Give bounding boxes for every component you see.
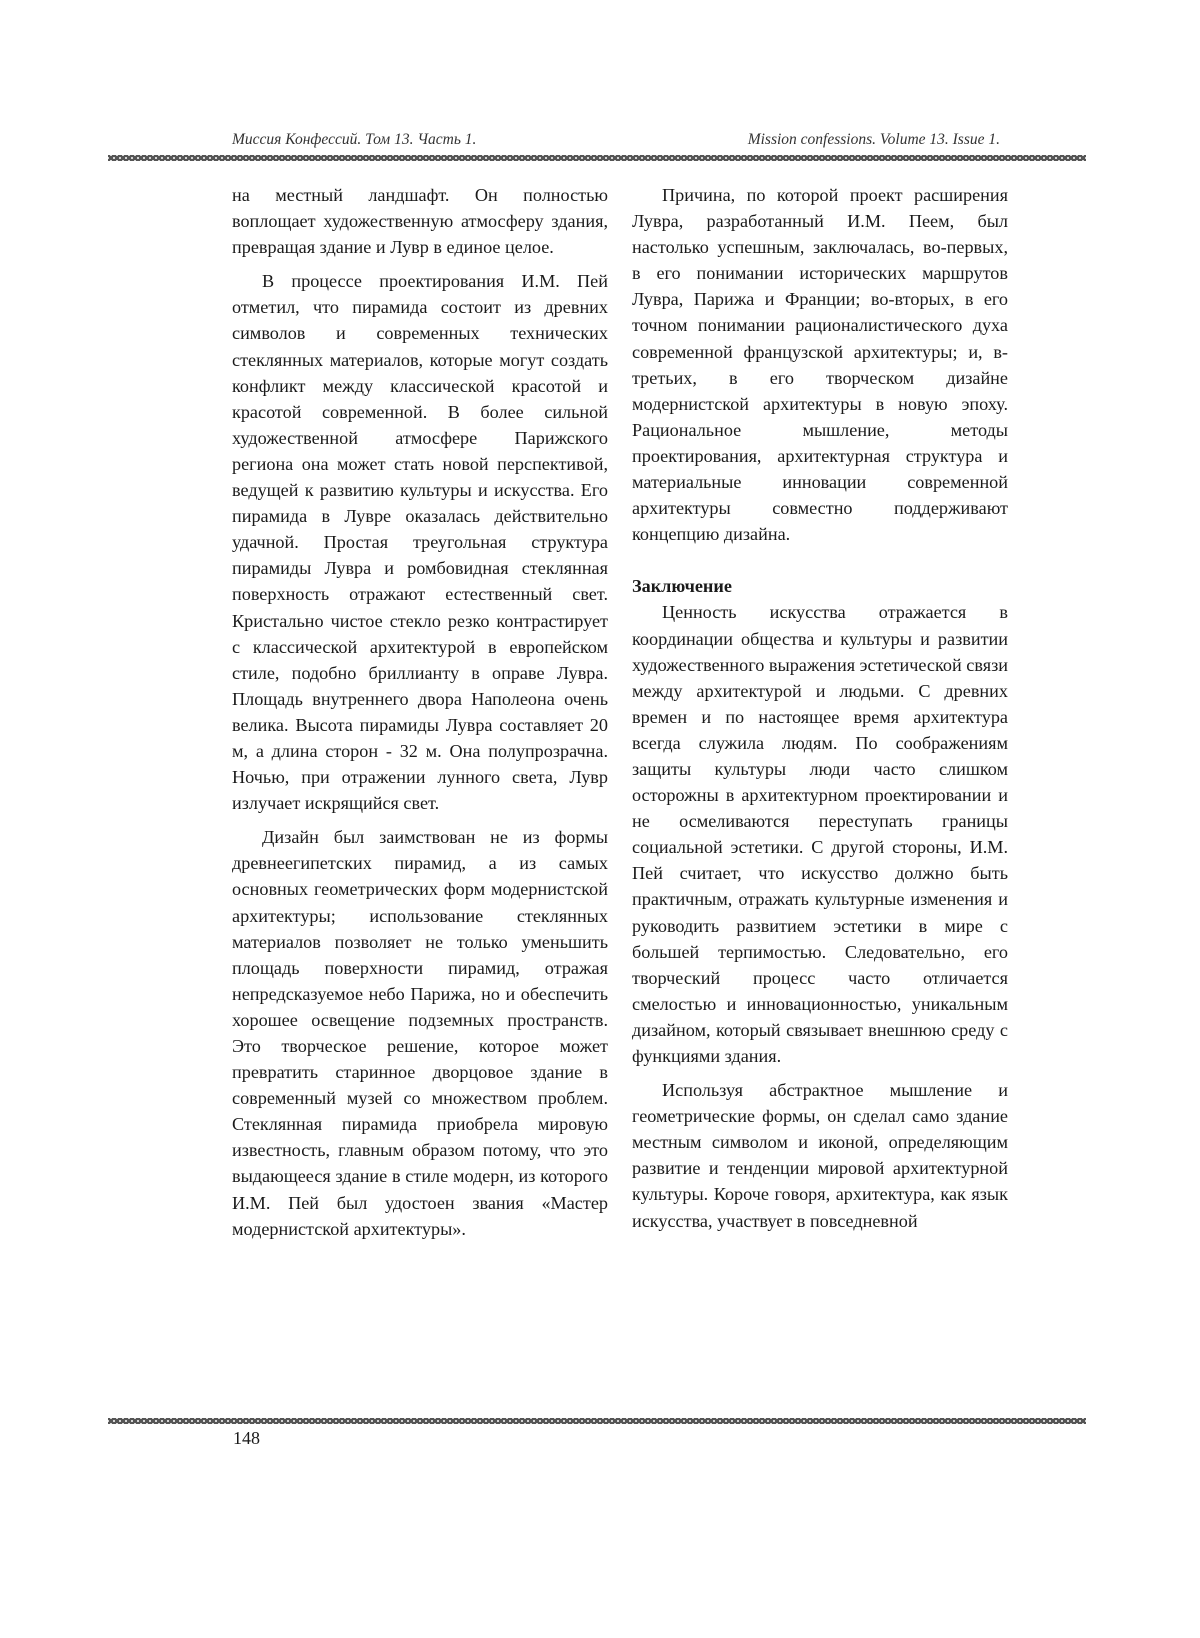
paragraph: Причина, по которой проект расширения Лувра, разработанный И.М. Пеем, был настолько успешным, заключалась, во-первых, в его понимании исторических маршрутов Лувра, Парижа и Франции; во-вторых, в его точном понимании рационалистического духа современной французской архитектуры; и, в-третьих, в его творческом дизайне модернистской архитектуры в новую эпоху. Рациональное мышление, методы проектирования, архитектурная структура и материальные инновации современной архитектуры совместно поддерживают концепцию дизайна. [632, 185, 1008, 545]
header-journal-ru: Миссия Конфессий. Том 13. Часть 1. [232, 131, 477, 148]
left-column [232, 182, 608, 1250]
header-journal-en: Mission confessions. Volume 13. Issue 1. [747, 131, 1000, 148]
running-head [232, 131, 1000, 157]
bottom-ornament-divider [108, 1418, 1086, 1424]
section-heading-conclusion: Заключение [632, 576, 732, 597]
paragraph: В процессе проектирования И.М. Пей отметил, что пирамида состоит из древних символов и современных технических стеклянных материалов, которые могут создать конфликт между классической красотой и красотой современной. В более сильной художественной атмосфере Парижского региона она может стать новой перспективой, ведущей к развитию культуры и искусства. Его пирамида в Лувре оказалась действительно удачной. Простая треугольная структура пирамиды Лувра и ромбовидная стеклянная поверхность отражают естественный свет. Кристально чистое стекло резко контрастирует с классической архитектурой в европейском стиле, подобно бриллианту в оправе Лувра. Площадь внутреннего двора Наполеона очень велика. Высота пирамиды Лувра составляет 20 м, а длина сторон - 32 м. Она полупрозрачна. Ночью, при отражении лунного света, Лувр излучает искрящийся свет. [232, 271, 608, 814]
paragraph: Ценность искусства отражается в координации общества и культуры и развитии художественного выражения эстетической связи между архитектурой и людьми. С древних времен и по настоящее время архитектура всегда служила людям. По соображениям защиты культуры люди часто слишком осторожны в архитектурном проектировании и не осмеливаются переступать границы социальной эстетики. С другой стороны, И.М. Пей считает, что искусство должно быть практичным, отражать культурные изменения и руководить развитием эстетики в мире с большей терпимостью. Следовательно, его творческий процесс часто отличается смелостью и инновационностью, уникальным дизайном, который связывает внешнюю среду с функциями здания. [632, 602, 1008, 1066]
top-ornament-divider [108, 155, 1086, 161]
paragraph: Дизайн был заимствован не из формы древнеегипетских пирамид, а из самых основных геометрических форм модернистской архитектуры; использование стеклянных материалов позволяет не только уменьшить площадь поверхности пирамид, отражая непредсказуемое небо Парижа, но и обеспечить хорошее освещение подземных пространств. Это творческое решение, которое может превратить старинное дворцовое здание в современный музей со множеством проблем. Стеклянная пирамида приобрела мировую известность, главным образом потому, что это выдающееся здание в стиле модерн, из которого И.М. Пей был удостоен звания «Мастер модернистской архитектуры». [232, 827, 608, 1239]
paragraph: Используя абстрактное мышление и геометрические формы, он сделал само здание местным символом и иконой, определяющим развитие и тенденции мировой архитектурной культуры. Короче говоря, архитектура, как язык искусства, участвует в повседневной [632, 1080, 1008, 1231]
right-column [632, 182, 1008, 1242]
page-number: 148 [233, 1428, 260, 1448]
paragraph: на местный ландшафт. Он полностью воплощает художественную атмосферу здания, превращая здание и Лувр в единое целое. [232, 185, 608, 258]
